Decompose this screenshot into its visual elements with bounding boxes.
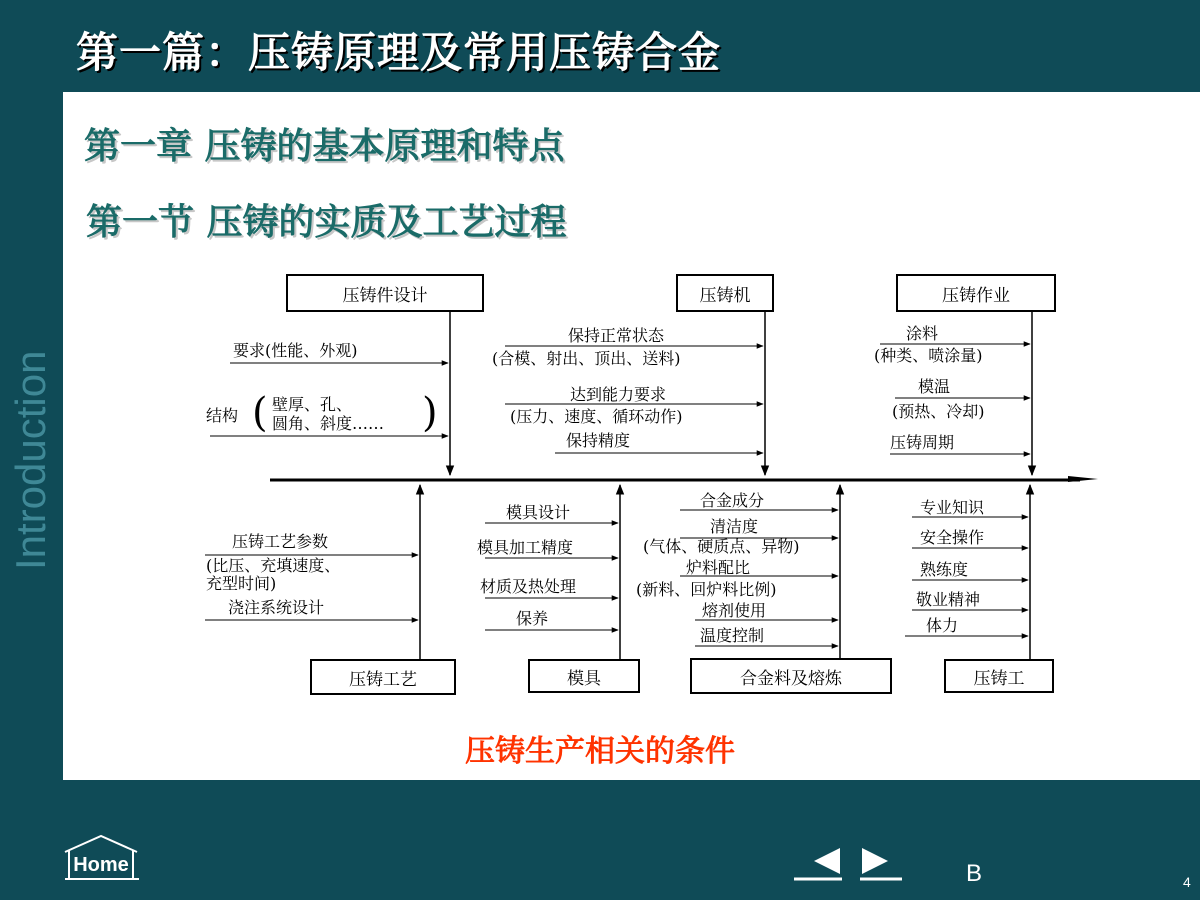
home-button[interactable]	[63, 832, 141, 882]
label-mold-machining: 模具加工精度	[477, 538, 574, 557]
label-safety: 安全操作	[920, 528, 985, 547]
page-number: 4	[1183, 874, 1191, 890]
label-maintenance: 保养	[516, 609, 549, 628]
arrow-left-icon	[792, 846, 844, 882]
label-temp-control: 温度控制	[700, 626, 765, 645]
label-skill: 熟练度	[920, 560, 969, 579]
label-normal-state-detail: (合模、射出、顶出、送料)	[492, 349, 681, 368]
label-structure: 结构	[206, 406, 239, 425]
section-heading: 第一节 压铸的实质及工艺过程	[86, 202, 567, 243]
slide-title: 第一篇：压铸原理及常用压铸合金	[76, 28, 722, 77]
label-dedication: 敬业精神	[916, 590, 981, 609]
box-die-caster: 压铸工	[944, 659, 1054, 693]
box-die-casting-design: 压铸件设计	[286, 274, 484, 312]
next-slide-button[interactable]	[858, 846, 904, 882]
label-cycle: 压铸周期	[890, 433, 955, 452]
label-cleanliness-detail: (气体、硬质点、异物)	[643, 537, 800, 556]
box-mold: 模具	[528, 659, 640, 693]
label-stamina: 体力	[926, 616, 959, 635]
svg-text:): )	[422, 390, 438, 436]
label-process-params: 压铸工艺参数	[232, 532, 329, 551]
label-coating: 涂料	[906, 324, 939, 343]
label-knowledge: 专业知识	[920, 498, 985, 517]
box-die-casting-machine: 压铸机	[676, 274, 774, 312]
label-process-params-detail1: (比压、充填速度、	[206, 556, 341, 575]
spine-arrow-head	[1068, 476, 1098, 482]
label-material-heat: 材质及热处理	[480, 577, 577, 596]
chapter-heading: 第一章 压铸的基本原理和特点	[84, 126, 565, 167]
label-mold-temp-detail: (预热、冷却)	[892, 402, 985, 421]
home-label: Home	[73, 854, 129, 876]
label-mold-temp: 模温	[918, 377, 951, 396]
box-alloy-melting: 合金料及熔炼	[690, 658, 892, 694]
label-capacity-detail: (压力、速度、循环动作)	[510, 407, 683, 426]
label-alloy-composition: 合金成分	[700, 491, 765, 510]
label-coating-detail: (种类、喷涂量)	[874, 346, 983, 365]
label-structure-line1: 壁厚、孔、	[272, 395, 353, 414]
figure-caption: 压铸生产相关的条件	[465, 734, 735, 769]
label-charge-ratio: 炉料配比	[686, 558, 751, 577]
side-label-text: Introduction	[7, 350, 54, 570]
side-label	[4, 350, 64, 600]
arrow-right-icon	[858, 846, 904, 882]
svg-text:(: (	[252, 390, 268, 436]
label-structure-line2: 圆角、斜度……	[272, 414, 385, 433]
fishbone-diagram	[200, 270, 1110, 700]
label-charge-ratio-detail: (新料、回炉料比例)	[636, 580, 777, 599]
previous-slide-button[interactable]	[792, 846, 844, 882]
label-precision: 保持精度	[566, 431, 631, 450]
label-flux-usage: 熔剂使用	[702, 601, 767, 620]
section-letter: B	[966, 860, 983, 887]
box-die-casting-process: 压铸工艺	[310, 659, 456, 695]
box-die-casting-operation: 压铸作业	[896, 274, 1056, 312]
label-requirement: 要求(性能、外观)	[233, 341, 358, 360]
label-gating-design: 浇注系统设计	[228, 598, 325, 617]
label-cleanliness: 清洁度	[710, 517, 759, 536]
label-capacity: 达到能力要求	[570, 385, 667, 404]
label-normal-state: 保持正常状态	[568, 326, 665, 345]
label-mold-design: 模具设计	[506, 503, 571, 522]
label-process-params-detail2: 充型时间)	[206, 574, 277, 593]
